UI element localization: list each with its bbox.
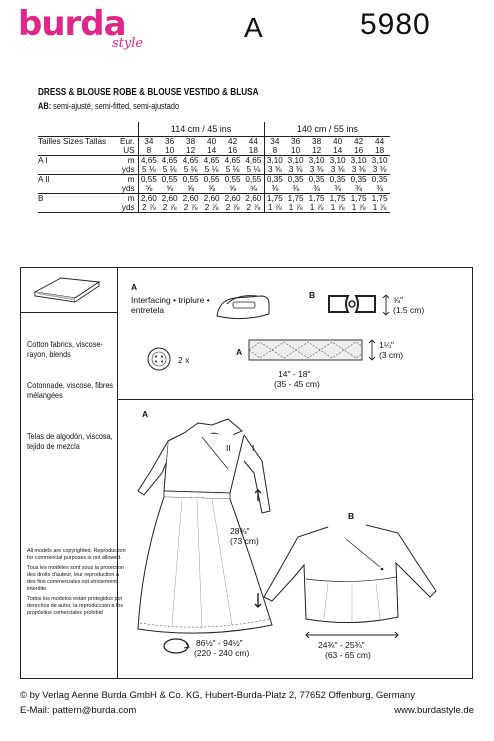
unit-label: US [106, 146, 138, 156]
yardage-m: 3,10 [287, 155, 304, 165]
yardage-m: 2,60 [224, 193, 241, 203]
view-label: A I [38, 155, 48, 165]
yardage-m: 1,75 [371, 193, 388, 203]
yardage-yds: 2 ⅞ [201, 203, 222, 213]
unit-label: Eur. [106, 136, 138, 146]
fit-text: semi-ajusté, semi-fitted, semi-ajustado [53, 101, 180, 111]
yardage-yds: 2 ⅞ [138, 203, 159, 213]
size-eur: 34 [264, 136, 285, 146]
buckle-size-cm: (1.5 cm) [393, 305, 425, 315]
yardage-yds: 5 ⅛ [180, 165, 201, 175]
buckle-size-in: ⅝" [393, 295, 404, 305]
yardage-m: 1,75 [308, 193, 325, 203]
copyright-en: All models are copyrighted. Reproduction for commercial purposes is not allowed. [27, 548, 126, 561]
pattern-number: 5980 [360, 8, 431, 41]
yardage-table [38, 122, 390, 213]
yardage-m: 0,55 [203, 174, 220, 184]
yardage-m: 0,35 [329, 174, 346, 184]
iron-icon [213, 290, 273, 324]
yardage-yds: ⅝ [201, 184, 222, 194]
yardage-yds: 5 ⅛ [201, 165, 222, 175]
view-b-label: B [348, 511, 355, 521]
size-us: 10 [285, 146, 306, 156]
yardage-yds: 5 ⅛ [138, 165, 159, 175]
yardage-yds: 1 ⅞ [285, 203, 306, 213]
yardage-yds: ⅝ [222, 184, 243, 194]
table-row [38, 155, 390, 165]
hem-circumference-icon [162, 636, 190, 656]
size-eur: 40 [207, 136, 217, 146]
yardage-yds: ⅝ [159, 184, 180, 194]
fabric-fr: Cotonnade, viscose, fibres mélangées [27, 380, 114, 400]
hem-width-cm: (220 - 240 cm) [194, 648, 250, 658]
yardage-m: 1,75 [287, 193, 304, 203]
yardage-m: 4,65 [203, 155, 220, 165]
size-us: 8 [264, 146, 285, 156]
notions-area [118, 268, 474, 400]
yardage-yds: ⅝ [138, 184, 159, 194]
table-row [38, 193, 390, 203]
size-eur: 36 [165, 136, 175, 146]
notions-label-b: B [309, 290, 316, 300]
fabric-en: Cotton fabrics, viscose-rayon, blends [27, 339, 103, 359]
table-cell [38, 203, 106, 213]
yardage-m: 3,10 [371, 155, 388, 165]
table-cell [38, 146, 106, 156]
buckle-icon [326, 293, 378, 315]
yardage-m: 0,35 [371, 174, 388, 184]
fabric-bolt-icon [31, 274, 101, 304]
table-cell [38, 122, 106, 136]
yardage-m: 2,60 [245, 193, 262, 203]
brand-sub: style [112, 36, 144, 51]
size-us: 16 [348, 146, 369, 156]
tape-length-cm: (35 - 45 cm) [274, 379, 320, 389]
piece-ii-label: II [226, 443, 231, 453]
size-us: 14 [327, 146, 348, 156]
burda-logo [18, 4, 144, 51]
table-cell [38, 165, 106, 175]
size-eur: 44 [375, 136, 385, 146]
size-us: 14 [201, 146, 222, 156]
size-eur: 42 [228, 136, 238, 146]
yardage-yds: 1 ⅞ [348, 203, 369, 213]
yardage-m: 0,55 [182, 174, 199, 184]
size-eur: 38 [186, 136, 196, 146]
copyright-fr: Tous les modèles sont sous la protection des droits d'auteur, leur reproduction à des fins commerciales est strictement interdite. [27, 565, 125, 592]
yardage-yds: ⅜ [264, 184, 285, 194]
yardage-m: 4,65 [182, 155, 199, 165]
size-eur: 34 [144, 136, 154, 146]
yardage-yds: 3 ⅜ [264, 165, 285, 175]
tape-length-in: 14" - 18" [278, 369, 311, 379]
size-eur: 44 [248, 136, 258, 146]
yardage-m: 2,60 [140, 193, 157, 203]
size-eur: 40 [333, 136, 343, 146]
fabric-width-header: 140 cm / 55 ins [264, 122, 390, 136]
yardage-m: 4,65 [140, 155, 157, 165]
yardage-m: 0,35 [350, 174, 367, 184]
notions-label-a: A [131, 282, 138, 292]
sizes-label: Tailles Sizes Tallas [38, 136, 107, 146]
size-us: 10 [159, 146, 180, 156]
yardage-m: 4,65 [224, 155, 241, 165]
table-row [38, 165, 390, 175]
yardage-yds: 2 ⅞ [159, 203, 180, 213]
yardage-m: 0,35 [287, 174, 304, 184]
yardage-m: 1,75 [264, 193, 285, 203]
divider [21, 312, 118, 313]
yardage-yds: 3 ⅜ [369, 165, 390, 175]
piece-i-label: I [252, 443, 255, 453]
view-label: B [38, 193, 44, 203]
publisher-line: © by Verlag Aenne Burda GmbH & Co. KG, Hubert-Burda-Platz 2, 77652 Offenburg, Germany [20, 690, 415, 701]
yardage-m: 2,60 [161, 193, 178, 203]
yardage-yds: 5 ⅛ [243, 165, 264, 175]
yardage-yds: 3 ⅜ [348, 165, 369, 175]
size-us: 12 [306, 146, 327, 156]
website-link[interactable]: www.burdastyle.de [394, 705, 474, 716]
blouse-width-in: 24¾" - 25¾" [318, 640, 365, 650]
yardage-yds: ⅜ [306, 184, 327, 194]
yardage-yds: ⅜ [348, 184, 369, 194]
yardage-yds: 5 ⅛ [222, 165, 243, 175]
tape-height-cm: (3 cm) [379, 350, 404, 360]
table-row [38, 146, 390, 156]
yardage-m: 0,55 [245, 174, 262, 184]
yardage-yds: 3 ⅜ [306, 165, 327, 175]
yardage-m: 3,10 [308, 155, 325, 165]
garment-title: DRESS & BLOUSE ROBE & BLOUSE VESTIDO & BLUSA [38, 87, 259, 98]
unit-label: yds [106, 165, 138, 175]
interfacing-label-es: entretela [131, 305, 165, 315]
table-cell [38, 184, 106, 194]
copyright-notes [27, 548, 127, 620]
yardage-yds: 1 ⅞ [369, 203, 390, 213]
dress-length-cm: (73 cm) [230, 536, 259, 546]
fabric-width-header: 114 cm / 45 ins [138, 122, 264, 136]
blouse-b-drawing [258, 519, 438, 629]
hem-width-in: 86½" - 94½" [196, 638, 243, 648]
yardage-m: 1,75 [329, 193, 346, 203]
yardage-m: 1,75 [350, 193, 367, 203]
unit-label: yds [106, 184, 138, 194]
size-us: 18 [369, 146, 390, 156]
size-eur: 42 [354, 136, 364, 146]
table-row [38, 203, 390, 213]
view-label: A II [38, 174, 50, 184]
email-line[interactable]: E-Mail: pattern@burda.com [20, 705, 137, 716]
yardage-m: 0,55 [140, 174, 157, 184]
yardage-yds: 3 ⅜ [327, 165, 348, 175]
blouse-width-cm: (63 - 65 cm) [325, 650, 371, 660]
yardage-yds: ⅝ [243, 184, 264, 194]
title-block [38, 87, 307, 111]
interfacing-strip [248, 338, 363, 362]
yardage-m: 4,65 [161, 155, 178, 165]
yardage-m: 3,10 [329, 155, 346, 165]
yardage-yds: 2 ⅞ [180, 203, 201, 213]
yardage-yds: 1 ⅞ [327, 203, 348, 213]
view-letter: A [244, 12, 263, 43]
table-row [38, 174, 390, 184]
table-row [38, 184, 390, 194]
size-eur: 38 [312, 136, 322, 146]
yardage-m: 2,60 [182, 193, 199, 203]
buckle-size-arrow [382, 293, 390, 317]
yardage-yds: ⅜ [327, 184, 348, 194]
yardage-yds: 3 ⅜ [285, 165, 306, 175]
fit-description [38, 101, 259, 111]
table-row [38, 136, 390, 146]
tape-height-arrow [368, 338, 376, 362]
size-us: 18 [243, 146, 264, 156]
tape-height-in: 1¼" [379, 340, 394, 350]
size-us: 16 [222, 146, 243, 156]
yardage-yds: ⅜ [369, 184, 390, 194]
table-header-row [38, 122, 390, 136]
yardage-m: 0,55 [161, 174, 178, 184]
yardage-yds: ⅝ [180, 184, 201, 194]
buttons-qty: 2 x [178, 355, 190, 365]
interfacing-label: Interfacing • triplure • [131, 295, 210, 305]
instruction-panel [20, 267, 473, 679]
yardage-yds: 2 ⅞ [243, 203, 264, 213]
size-eur: 36 [291, 136, 301, 146]
yardage-m: 4,65 [245, 155, 262, 165]
fabric-es: Telas de algodón, viscosa, tejido de mezcla [27, 431, 113, 451]
copyright-es: Todos los modelos están protegidos por derechos de autor, la reproducción a los propósitos comerciales prohibid [27, 596, 123, 616]
yardage-yds: 5 ⅛ [159, 165, 180, 175]
yardage-m: 0,55 [224, 174, 241, 184]
view-a-label: A [142, 409, 149, 419]
fabric-column [21, 268, 126, 678]
yardage-yds: 2 ⅞ [222, 203, 243, 213]
unit-label: m [106, 174, 138, 184]
yardage-m: 0,35 [308, 174, 325, 184]
unit-label: yds [106, 203, 138, 213]
yardage-m: 0,35 [264, 174, 285, 184]
yardage-m: 2,60 [203, 193, 220, 203]
unit-label: m [106, 193, 138, 203]
table-cell [106, 122, 138, 136]
yardage-yds: 1 ⅞ [306, 203, 327, 213]
yardage-yds: ⅜ [285, 184, 306, 194]
size-us: 8 [138, 146, 159, 156]
garment-drawings [118, 401, 474, 680]
yardage-m: 3,10 [264, 155, 285, 165]
yardage-m: 3,10 [350, 155, 367, 165]
unit-label: m [106, 155, 138, 165]
size-us: 12 [180, 146, 201, 156]
dress-length-in: 28¾" [230, 526, 250, 536]
tape-label: A [236, 347, 243, 357]
brand-name: burda [18, 4, 126, 44]
button-icon [146, 346, 172, 372]
fit-prefix: AB: [38, 101, 52, 111]
yardage-yds: 1 ⅞ [264, 203, 285, 213]
